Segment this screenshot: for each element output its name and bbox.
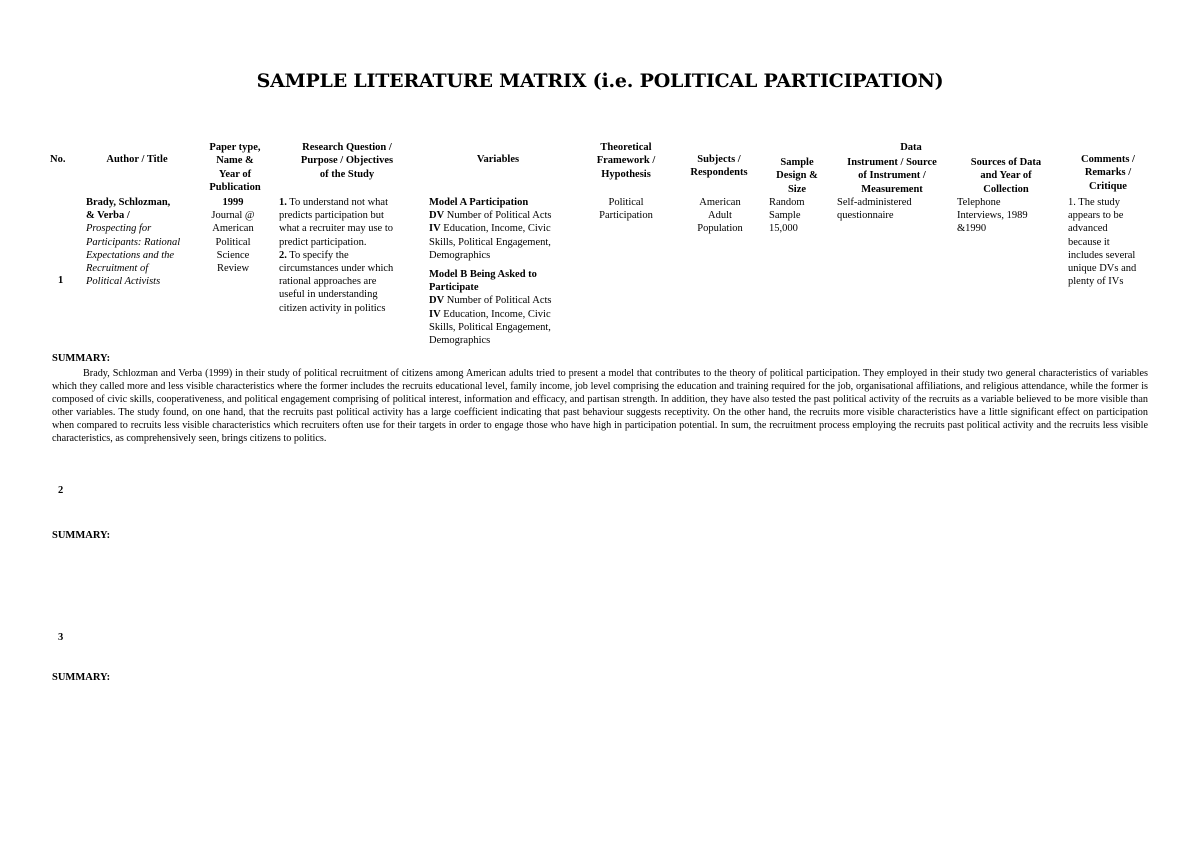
- sample-cell: Random Sample 15,000: [769, 197, 805, 235]
- summary-label: SUMMARY:: [52, 672, 111, 683]
- header-no: No.: [50, 154, 66, 165]
- header-theoretical-framework: Theoretical Framework / Hypothesis: [596, 142, 656, 180]
- framework-cell: Political Participation: [599, 197, 653, 222]
- subjects-cell: American Adult Population: [697, 197, 743, 235]
- row-number: 2: [58, 485, 64, 496]
- header-sample-design: Sample Design & Size: [776, 157, 818, 195]
- header-author-title: Author / Title: [106, 154, 168, 165]
- research-question-cell: 1. To understand not what predicts participation but what a recruiter may use to predict participation. 2. To specify the circumstances under which rational approaches are useful in understanding citizen activity in politics: [279, 197, 394, 314]
- row-number: 1: [58, 275, 64, 286]
- author-title-cell: Brady, Schlozman, & Verba / Prospecting for Participants: Rational Expectations and the Recruitment of Political Activists: [86, 197, 181, 288]
- sources-cell: Telephone Interviews, 1989 &1990: [957, 197, 1028, 235]
- publication-cell: 1999 Journal @ American Political Science Review: [211, 197, 255, 275]
- header-paper-type: Paper type, Name & Year of Publication: [209, 142, 261, 194]
- header-research-question: Research Question / Purpose / Objectives of the Study: [300, 142, 394, 180]
- header-sources-of-data: Sources of Data and Year of Collection: [970, 157, 1042, 195]
- instrument-cell: Self-administered questionnaire: [837, 197, 912, 222]
- header-variables: Variables: [476, 154, 520, 165]
- header-comments: Comments / Remarks / Critique: [1081, 154, 1135, 192]
- comments-cell: 1. The study appears to be advanced because it includes several unique DVs and plenty of IVs: [1068, 197, 1137, 288]
- header-data-group: Data: [900, 142, 922, 153]
- header-subjects: Subjects / Respondents: [690, 154, 748, 179]
- summary-label: SUMMARY:: [52, 353, 111, 364]
- header-instrument: Instrument / Source of Instrument / Measurement: [847, 157, 937, 195]
- page-title: SAMPLE LITERATURE MATRIX (i.e. POLITICAL PARTICIPATION): [256, 70, 944, 92]
- summary-label: SUMMARY:: [52, 530, 111, 541]
- row-number: 3: [58, 632, 64, 643]
- summary-text: Brady, Schlozman and Verba (1999) in their study of political recruitment of citizens among American adults tried to present a model that contributes to the theory of political participation. They employed in their study two general characteristics of variables which they called more and less visible characteristics where the former includes the recruits educational level, family income, job level comprising the education and training required for the job, organisational affiliations, and religious attendance, while the former is composed of civic skills, cooperativeness, and political engagement comprising of political interest, information and efficacy, and partisan strength. In addition, they have also tested the past political activity of the recruits as a variable believed to be more visible than other variables. The study found, on one hand, that the recruits past political activity has a large coefficient indicating that past behaviour suggests receptivity. On the other hand, the recruits more visible characteristics have a little significant effect on participation when compared to recruits less visible characteristics which recruiters often use for their targets in order to engage those who have high in participation potential. In sum, the recruitment process employing the recruits past political activity and the recruits less visible characteristics, as comprehensively seen, brings citizens to politics.: [52, 368, 1148, 445]
- variables-cell: Model A Participation DV Number of Political Acts IV Education, Income, Civic Skills, Political Engagement, Demographics Model B Being Asked to Participate DV Number of Political Acts IV Education, Income, Civic Skills, Political Engagement, Demographics: [429, 197, 552, 347]
